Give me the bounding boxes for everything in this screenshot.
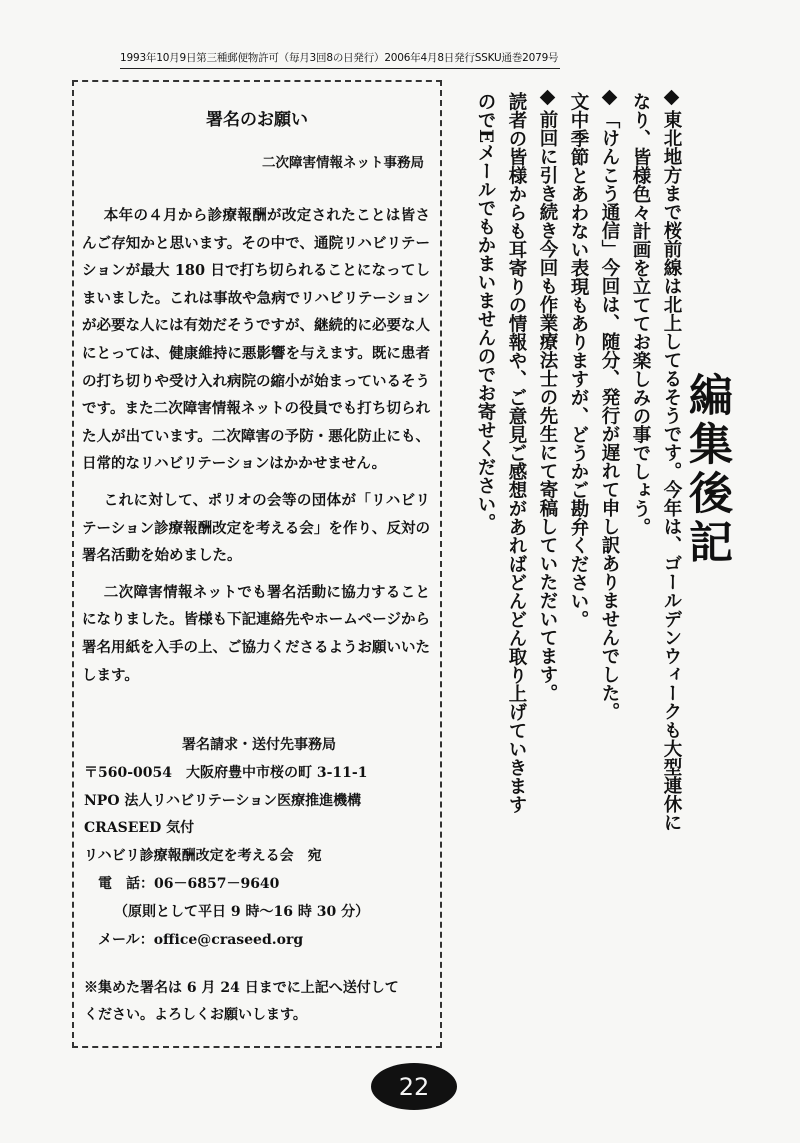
contact-email: メール：office@craseed.org bbox=[98, 931, 304, 948]
notes-column: なり、皆様色々計画を立ててお楽しみの事でしょう。 bbox=[630, 92, 651, 536]
footer-line: ください。よろしくお願いします。 bbox=[84, 1007, 307, 1023]
notes-column: 「けんこう通信」今回は、随分、発行が遅れて申し訳ありませんでした。 bbox=[594, 92, 624, 812]
notes-column: のでEメールでもかまいませんのでお寄せください。 bbox=[475, 92, 496, 532]
notice-paragraph: これに対して、ポリオの会等の団体が「リハビリテーション診療報酬改定を考える会」を作り、反対の署名活動を始めました。 bbox=[82, 491, 430, 565]
signature-request-box bbox=[72, 80, 442, 1048]
editor-notes bbox=[448, 92, 686, 832]
contact-block bbox=[84, 732, 434, 954]
footer-line: ※集めた署名は 6 月 24 日までに上記へ送付して bbox=[84, 980, 399, 996]
contact-phone: 電 話：06－6857－9640 bbox=[98, 875, 280, 892]
contact-address: 〒560-0054 大阪府豊中市桜の町 3-11-1 bbox=[84, 764, 368, 781]
registration-header: 1993年10月9日第三種郵便物許可（毎月3回8の日発行）2006年4月8日発行SSKU通巻2079号 bbox=[120, 50, 560, 69]
contact-org: CRASEED 気付 bbox=[84, 820, 195, 837]
notice-paragraph: 本年の４月から診療報酬が改定されたことは皆さんご存知かと思います。その中で、通院リハビリテーションが最大 180 日で打ち切られることになってしまいました。これは事故や急病でリハビリテーションが必要な人には有効だそうですが、継続的に必要な人にとっては、健康維持に悪影響を与えます。既に患者の打ち切りや受け入れ病院の縮小が始まっているそうです。また二次障害情報ネットの役員でも打ち切られた人が出ています。二次障害の予防・悪化防止にも、日常的なリハビリテーションはかかせません。 bbox=[82, 207, 430, 473]
contact-org: NPO 法人リハビリテーション医療推進機構 bbox=[84, 792, 362, 809]
notes-column: 前回に引き続き今回も作業療法士の先生にて寄稿していただいてます。 bbox=[532, 92, 562, 812]
notice-paragraph: 二次障害情報ネットでも署名活動に協力することになりました。皆様も下記連絡先やホームページから署名用紙を入手の上、ご協力くださるようお願いいたします。 bbox=[82, 583, 430, 684]
diamond-bullet-icon bbox=[539, 90, 555, 106]
notes-column: 文中季節とあわない表現もありますが、どうかご勘弁ください。 bbox=[568, 92, 589, 629]
diamond-bullet-icon bbox=[663, 90, 679, 106]
notice-title: 署名のお願い bbox=[206, 110, 308, 130]
contact-hours: （原則として平日 9 時～16 時 30 分） bbox=[114, 903, 370, 920]
contact-org: リハビリ診療報酬改定を考える会 宛 bbox=[84, 848, 322, 865]
notes-column: 東北地方まで桜前線は北上してるそうです。今年は、ゴールデンウィークも大型連休に bbox=[656, 92, 686, 812]
notes-column: 読者の皆様からも耳寄りの情報や、ご意見ご感想があればどんどん取り上げていきます bbox=[506, 92, 527, 814]
notice-org: 二次障害情報ネット事務局 bbox=[262, 155, 424, 171]
diamond-bullet-icon bbox=[601, 90, 617, 106]
page-number: 22 bbox=[371, 1063, 457, 1110]
editor-heading: 編集後記 bbox=[681, 372, 732, 568]
notice-body bbox=[82, 202, 430, 689]
contact-title: 署名請求・送付先事務局 bbox=[182, 737, 336, 753]
notice-footer bbox=[84, 975, 432, 1029]
